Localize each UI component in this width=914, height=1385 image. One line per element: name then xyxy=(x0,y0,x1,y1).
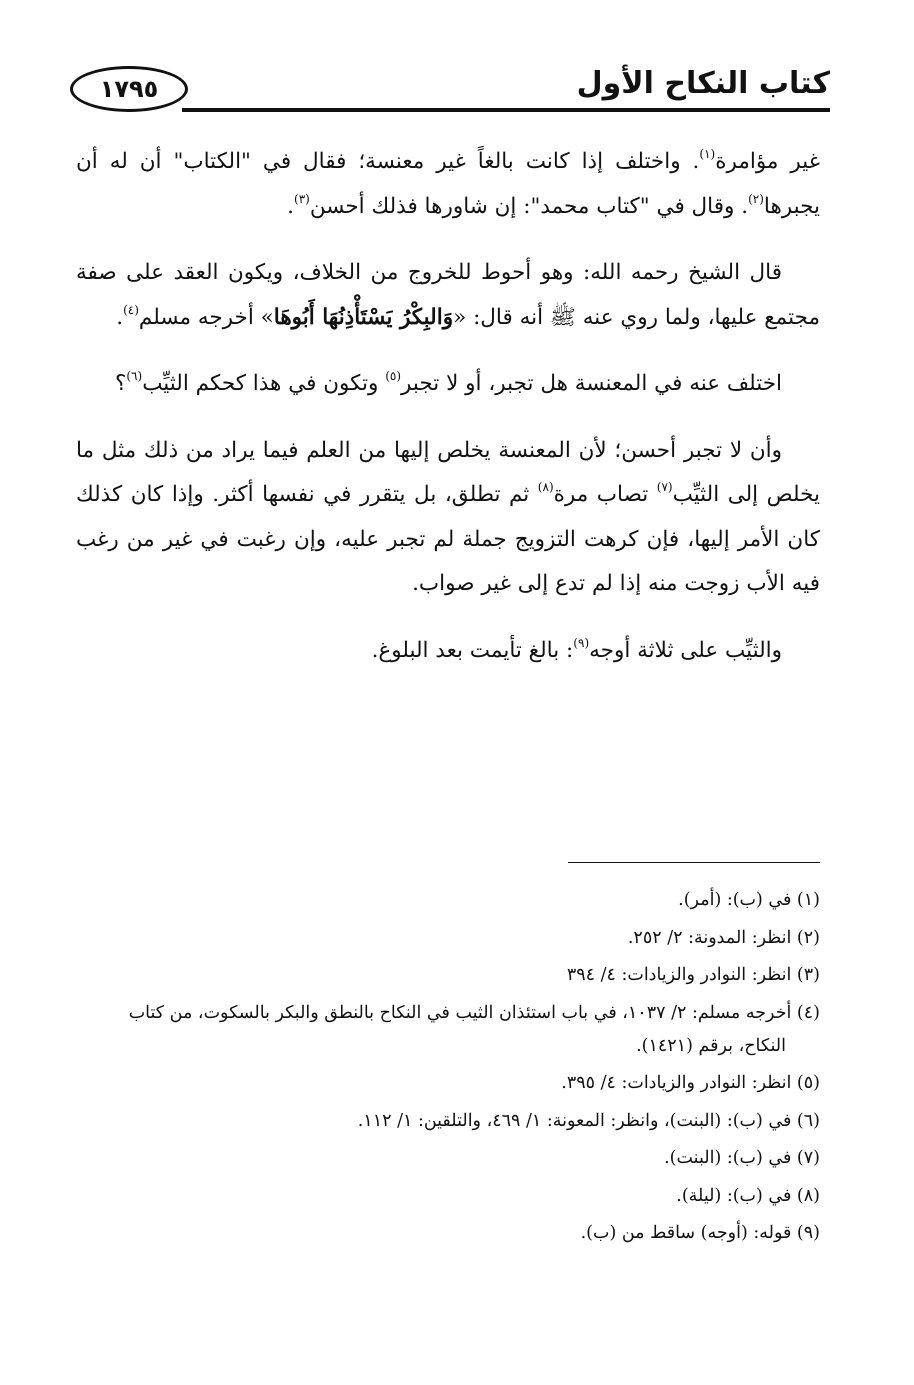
paragraph-5 xyxy=(76,629,820,674)
text-run: . xyxy=(116,304,124,330)
footnote-1: (١) في (ب): (أمر). xyxy=(678,890,820,910)
quoted-hadith: وَالبِكْرُ يَسْتَأْذِنُهَا أَبُوهَا xyxy=(273,304,454,330)
text-run: ثم تطلق، بل يتقرر في نفسها أكثر. وإذا كان كذلك كان الأمر إليها، فإن كرهت التزويج جملة لم تجبر عليه، وإن رغبت في غير من رغب فيه الأب زوجت منه إذا لم تدع إلى غير صواب. xyxy=(76,482,820,596)
paragraph-4 xyxy=(76,429,820,607)
text-run: اختلف عنه في المعنسة هل تجبر، أو لا تجبر xyxy=(401,371,782,396)
footnote-4: (٤) أخرجه مسلم: ٢/ ١٠٣٧، في باب استئذان الثيب في النكاح بالنطق والبكر بالسكوت، من كتاب النكاح، برقم (١٤٢١). xyxy=(128,1002,820,1056)
footnotes xyxy=(76,884,820,1255)
footnote-marker-9[interactable]: (٩) xyxy=(573,635,590,650)
footnote-marker-1[interactable]: (١) xyxy=(699,147,716,161)
text-run: ؟ xyxy=(114,371,127,396)
text-run: والثيِّب على ثلاثة أوجه xyxy=(589,637,782,663)
footnote-marker-3[interactable]: (٣) xyxy=(294,191,310,206)
footnote-marker-7[interactable]: (٧) xyxy=(656,480,673,494)
text-run: وتكون في هذا كحكم الثيِّب xyxy=(142,371,386,396)
footnote-marker-4[interactable]: (٤) xyxy=(123,302,139,317)
footnote-separator xyxy=(568,862,820,863)
page-header xyxy=(70,58,830,128)
footnote-7: (٧) في (ب): (البنت). xyxy=(664,1148,820,1168)
text-run: غير مؤامرة xyxy=(715,149,820,174)
footnote-2: (٢) انظر: المدونة: ٢/ ٢٥٢. xyxy=(627,927,820,948)
main-text xyxy=(76,140,820,695)
paragraph-1 xyxy=(76,140,820,229)
footnote-8: (٨) في (ب): (ليلة). xyxy=(676,1185,820,1206)
header-rule xyxy=(182,108,830,112)
footnote-marker-5[interactable]: (٥) xyxy=(385,369,402,383)
paragraph-2 xyxy=(76,251,820,340)
text-run: . واختلف إذا كانت بالغاً غير معنسة؛ فقال في "الكتاب" أن له أن يجبرها xyxy=(76,149,820,219)
text-run: : بالغ تأيمت بعد البلوغ. xyxy=(371,637,574,663)
text-run: وأن لا تجبر أحسن؛ لأن المعنسة يخلص إليها من العلم فيما يراد من ذلك مثل ما يخلص إلى الثيِّب xyxy=(76,437,821,507)
paragraph-3 xyxy=(76,362,820,407)
text-run: . xyxy=(287,193,295,219)
footnote-6: (٦) في (ب): (البنت)، وانظر: المعونة: ١/ ٤٦٩، والتلقين: ١/ ١١٢. xyxy=(357,1110,820,1131)
footnote-marker-2[interactable]: (٢) xyxy=(748,191,764,206)
footnote-3: (٣) انظر: النوادر والزيادات: ٤/ ٣٩٤ xyxy=(566,965,820,985)
text-run: قال الشيخ رحمه الله: وهو أحوط للخروج من الخلاف، ويكون العقد على صفة مجتمع عليها، ولما روي عنه ﷺ أنه قال: « xyxy=(76,260,820,330)
footnote-9: (٩) قوله: (أوجه) ساقط من (ب). xyxy=(580,1223,820,1243)
text-run: . وقال في "كتاب محمد": إن شاورها فذلك أحسن xyxy=(309,193,749,219)
footnote-marker-6[interactable]: (٦) xyxy=(126,369,143,383)
text-run: » أخرجه مسلم xyxy=(138,304,274,330)
page-number: ١٧٩٥ xyxy=(70,66,188,112)
book-title: كتاب النكاح الأول xyxy=(569,64,830,104)
text-run: تصاب مرة xyxy=(553,482,657,507)
footnote-marker-8[interactable]: (٨) xyxy=(537,480,554,494)
footnote-5: (٥) انظر: النوادر والزيادات: ٤/ ٣٩٥. xyxy=(561,1073,820,1093)
